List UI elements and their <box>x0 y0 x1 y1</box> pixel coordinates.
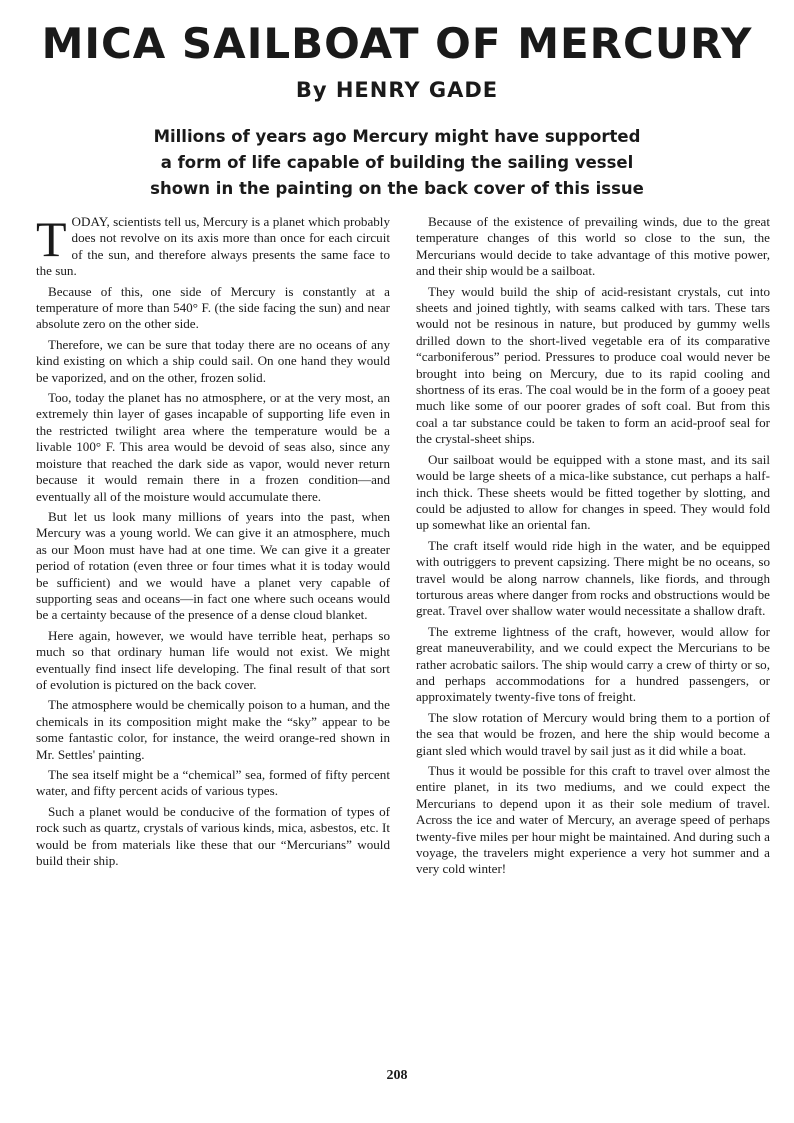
left-column <box>36 211 390 873</box>
paragraph: The sea itself might be a “chemical” sea, formed of fifty percent water, and fifty percent acids of various types. <box>36 767 390 799</box>
blurb-line: a form of life capable of building the sailing vessel <box>160 153 634 172</box>
paragraph: Our sailboat would be equipped with a stone mast, and its sail would be large sheets of a mica-like substance, cut perhaps a half-inch thick. These sheets would be fitted together by slotting, and could be adjusted to allow for changes in speed. They would fold up somewhat like an oriental fan. <box>416 451 770 533</box>
paragraph: Too, today the planet has no atmosphere, or at the very most, an extremely thin layer of gases incapable of supporting life even in the restricted twilight area where the temperature would be a livable 100° F. This area would be devoid of seas also, since any moisture that reached the dark side as vapor, would never return because it would remain there in a frozen condition—and eventually all of the moisture would accumulate there. <box>36 390 390 504</box>
drop-cap: T <box>36 211 67 267</box>
paragraph: They would build the ship of acid-resistant crystals, cut into sheets and joined tightly, with seams calked with tars. These tars would not be resinous in nature, but produced by gummy wells drilled down to the short-lived vegetable era of its comparative “carboniferous” period. Pressures to produce coal would never be brought into being on Mercury, due to its rapid cooling and shortness of its eras. The coal would be in the form of a gooey peat much like some of our poorer grades of soft coal. But from this coal a tar substance could be taken to form an acid-proof seal for the crystal-sheet ships. <box>416 283 770 447</box>
paragraph: Because of this, one side of Mercury is constantly at a temperature of more than 540° F. (the side facing the sun) and near absolute zero on the other side. <box>36 283 390 332</box>
paragraph: The craft itself would ride high in the water, and be equipped with outriggers to prevent capsizing. There might be no oceans, so travel would be along narrow channels, like fiords, and through torturous areas where danger from rocks and obstructions would be great. Travel over shallow water would necessitate a shallow draft. <box>416 537 770 619</box>
paragraph: Thus it would be possible for this craft to travel over almost the entire planet, in its two mediums, and we could expect the Mercurians to depend upon it as their sole medium of travel. Across the ice and water of Mercury, an average speed of perhaps twenty-five miles per hour might be maintained. And during such a voyage, the travelers might experience a very hot summer and a very cold winter! <box>416 763 770 877</box>
paragraph: The slow rotation of Mercury would bring them to a portion of the sea that would be frozen, and here the ship would become a giant sled which would travel by sail just as it did while a boat. <box>416 709 770 758</box>
blurb-line: shown in the painting on the back cover of this issue <box>150 179 644 198</box>
paragraph: But let us look many millions of years into the past, when Mercury was a young world. We can give it an atmosphere, much as our Moon must have had at one time. We can give it a greater period of rotation (even three or four times what it is today would be sufficient) and we would have a planet very capable of supporting seas and oceans—in fact one where such oceans would be a certainty because of the presence of a dense cloud blanket. <box>36 508 390 623</box>
article-title: MICA SAILBOAT OF MERCURY <box>41 19 753 68</box>
paragraph-text: ODAY, scientists tell us, Mercury is a planet which probably does not revolve on its axis more than once for each circuit of the sun, and therefore always presents the same face to the sun. <box>36 214 390 279</box>
paragraph: The atmosphere would be chemically poison to a human, and the chemicals in its composition might make the “sky” appear to be some fantastic color, for instance, the weird orange-red shown in Mr. Settles' painting. <box>36 697 390 762</box>
paragraph: The extreme lightness of the craft, however, would allow for great maneuverability, and we could expect the Mercurians to be rather acrobatic sailors. The ship would carry a crew of thirty or so, and perhaps accommodations for a hundred passengers, or approximately twenty-five tons of freight. <box>416 623 770 705</box>
paragraph: Therefore, we can be sure that today there are no oceans of any kind existing on which a ship could sail. On one hand they would be vaporized, and on the other, frozen solid. <box>36 336 390 385</box>
paragraph <box>36 211 390 280</box>
page-number: 208 <box>386 1068 408 1083</box>
right-column <box>416 214 770 882</box>
paragraph: Here again, however, we would have terrible heat, perhaps so much so that ordinary human life would not exist. We might eventually find insect life developing. The final result of that sort of evolution is pictured on the back cover. <box>36 627 390 692</box>
byline: By HENRY GADE <box>295 78 499 102</box>
paragraph: Because of the existence of prevailing winds, due to the great temperature changes of this world so close to the sun, the Mercurians would decide to take advantage of this motive power, and their ship would be a sailboat. <box>416 214 770 279</box>
blurb-line: Millions of years ago Mercury might have supported <box>153 127 641 146</box>
paragraph: Such a planet would be conducive of the formation of types of rock such as quartz, crystals of various kinds, mica, asbestos, etc. It would be from materials like these that our “Mercurians” would build their ship. <box>36 803 390 869</box>
subtitle-blurb <box>110 124 684 202</box>
